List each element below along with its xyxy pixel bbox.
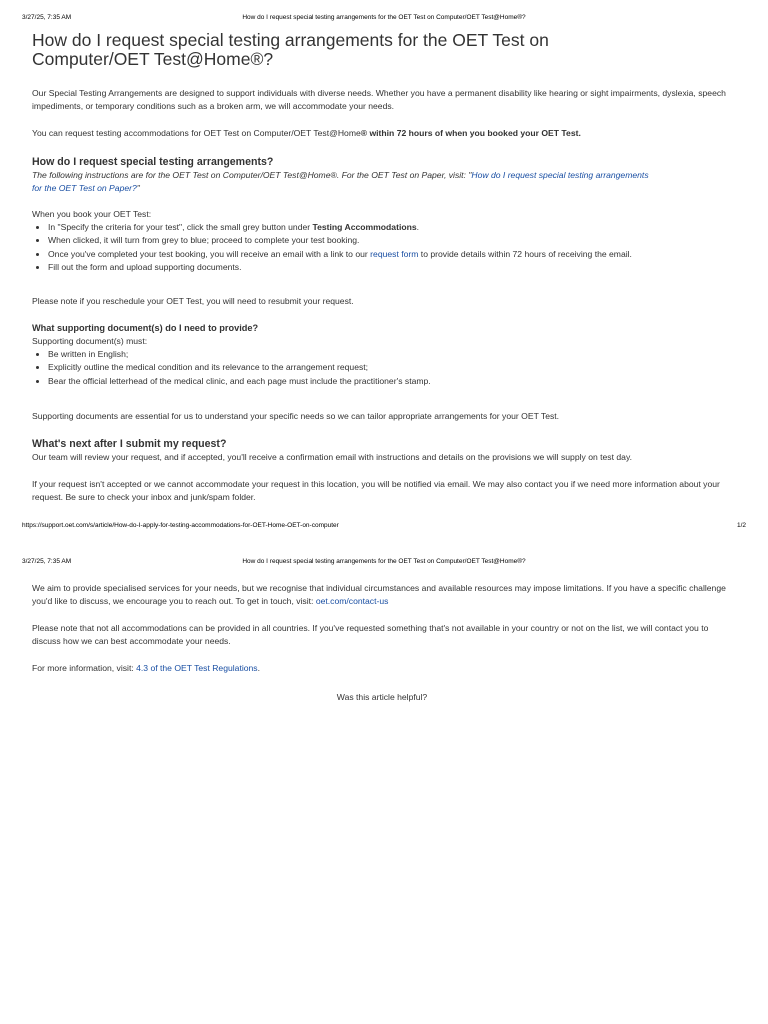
print-date: 3/27/25, 7:35 AM [22,558,72,565]
contact-us-link[interactable]: oet.com/contact-us [315,596,389,606]
article-page-1 [32,31,732,504]
paper-test-link[interactable]: How do I request special testing arrangements for the OET Test on Paper? [32,170,649,193]
paper-test-note: The following instructions are for the OET Test on Computer/OET Test@Home®. For the OET Test on Paper, visit: "How do I request special testing arrangements for the OET Test on Paper?" [32,170,649,193]
print-url: https://support.oet.com/s/article/How-do-I-apply-for-testing-accommodations-for-OET-Home-OET-on-computer [22,522,339,529]
when-you-book: When you book your OET Test: [32,209,152,219]
aim-paragraph: We aim to provide specialised services for your needs, but we recognise that individual circumstances and available resources may impose limitations. If you have a specific challenge you'd like to discuss, we encourage you to reach out. To get in touch, visit: oet.com/contact-us [32,583,726,606]
list-item: • Be written in English; [48,348,732,361]
list-item: • Explicitly outline the medical condition and its relevance to the arrangement request; [48,361,732,374]
print-date: 3/27/25, 7:35 AM [22,14,72,21]
reschedule-note: Please note if you reschedule your OET Test, you will need to resubmit your request. [32,296,354,307]
review-paragraph: Our team will review your request, and if accepted, you'll receive a confirmation email with instructions and details on the provisions we will supply on test day. [32,452,632,463]
not-accepted-paragraph: If your request isn't accepted or we cannot accommodate your request in this location, you will be notified via email. We may also contact you if we need more information about your request. Be sure to check your inbox and junk/spam folder. [32,479,720,503]
request-form-link[interactable]: request form [370,248,419,259]
list-item: • In "Specify the criteria for your test", click the small grey button under Testing Accommodations. [48,221,732,234]
article-page-2 [32,582,732,704]
article-title: How do I request special testing arrangements for the OET Test on Computer/OET Test@Home®? [32,30,549,69]
countries-paragraph: Please note that not all accommodations can be provided in all countries. If you've requested something that's not available in your country or not on the list, we will contact you to discuss how we can best accommodate your needs. [32,623,709,646]
intro-paragraph: Our Special Testing Arrangements are designed to support individuals with diverse needs. Whether you have a permanent disability like hearing or sight impairments, dyslexia, speech impediments, or temporary conditions such as a broken arm, we will accommodate your needs. [32,88,726,111]
booking-steps-list [32,221,732,274]
feedback-question: Was this article helpful? [336,692,428,702]
list-item: • Fill out the form and upload supporting documents. [48,261,732,274]
print-page-number: 1/2 [736,522,746,529]
print-page-title: How do I request special testing arrangements for the OET Test on Computer/OET Test@Home®? [242,558,526,565]
documents-essential: Supporting documents are essential for us to understand your specific needs so we can tailor appropriate arrangements for your OET Test. [32,411,560,422]
list-item: • When clicked, it will turn from grey to blue; proceed to complete your test booking. [48,234,732,247]
print-page-title: How do I request special testing arrangements for the OET Test on Computer/OET Test@Home®? [242,14,526,21]
section-heading-request: How do I request special testing arrangements? [32,156,274,168]
documents-list [32,348,732,388]
request-window-paragraph: You can request testing accommodations for OET Test on Computer/OET Test@Home® within 72 hours of when you booked your OET Test. [32,128,581,138]
test-regulations-link[interactable]: 4.3 of the OET Test Regulations [136,663,258,673]
more-info-paragraph: For more information, visit: 4.3 of the OET Test Regulations. [32,663,260,673]
list-item: • Bear the official letterhead of the medical clinic, and each page must include the practitioner's stamp. [48,375,732,388]
section-heading-documents: What supporting document(s) do I need to provide? [32,323,259,334]
documents-lead: Supporting document(s) must: [32,336,148,347]
section-heading-next: What's next after I submit my request? [32,438,227,451]
list-item: • Once you've completed your test booking, you will receive an email with a link to our request form to provide details within 72 hours of receiving the email. [48,248,732,261]
